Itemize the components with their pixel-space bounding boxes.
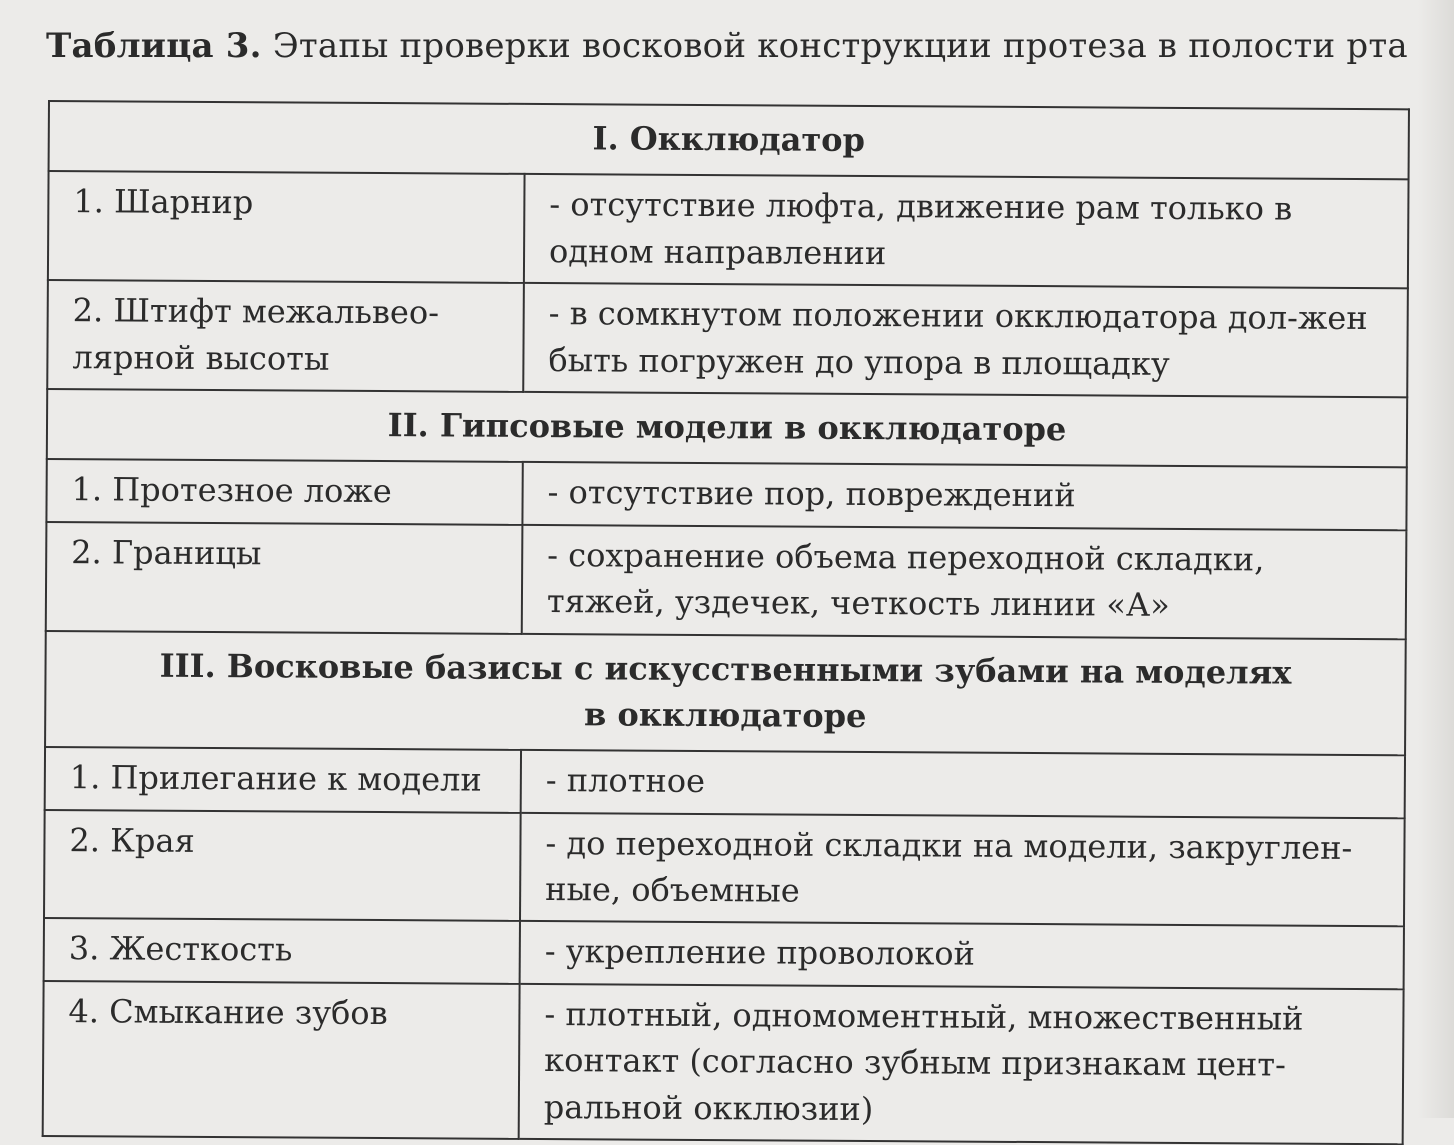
section-header-row — [47, 389, 1407, 468]
requirement-cell: - до переходной складки на модели, закруглен-ные, объемные — [520, 813, 1405, 927]
table-row — [44, 810, 1405, 927]
parameter-cell: 1. Прилегание к модели — [45, 747, 521, 812]
parameter-cell: 2. Края — [44, 810, 521, 922]
requirement-cell: - укрепление проволокой — [520, 921, 1404, 989]
parameter-cell: 2. Границы — [46, 522, 523, 634]
table-row — [43, 981, 1404, 1144]
table-row — [44, 918, 1404, 989]
parameter-cell: 1. Шарнир — [48, 171, 525, 283]
section-title-line-1: III. Восковые базисы с искусственными зубами на моделях — [159, 646, 1292, 692]
requirement-cell: - отсутствие люфта, движение рам только в одном направлении — [524, 174, 1409, 288]
table-row — [46, 522, 1407, 639]
requirement-cell: - сохранение объема переходной складки, тяжей, уздечек, четкость линии «А» — [522, 525, 1407, 639]
parameter-cell: 4. Смыкание зубов — [43, 981, 520, 1139]
table-row — [46, 459, 1406, 530]
page-edge — [1418, 0, 1454, 1118]
requirement-cell: - в сомкнутом положении окклюдатора дол-жен быть погружен до упора в площадку — [523, 283, 1408, 397]
caption-label: Таблица 3. — [46, 26, 262, 66]
table-row — [45, 747, 1405, 818]
requirement-cell: - плотный, одномоментный, множественный контакт (согласно зубным признакам цент-ральной окклюзии) — [519, 984, 1404, 1145]
parameter-cell: 3. Жесткость — [44, 918, 520, 983]
section-title-line-2: в окклюдаторе — [584, 695, 867, 735]
table-row — [48, 171, 1409, 288]
section-title — [45, 631, 1406, 756]
caption-text: Этапы проверки восковой конструкции протеза в полости рта — [272, 26, 1408, 66]
section-title: I. Окклюдатор — [49, 101, 1409, 180]
table-caption — [46, 26, 1408, 66]
table-row — [47, 280, 1408, 397]
section-header-row — [49, 101, 1409, 180]
parameter-cell: 2. Штифт межальвео-лярной высоты — [47, 280, 524, 392]
verification-table — [42, 100, 1410, 1145]
section-title: II. Гипсовые модели в окклюдаторе — [47, 389, 1407, 468]
requirement-cell: - отсутствие пор, повреждений — [522, 462, 1406, 530]
parameter-cell: 1. Протезное ложе — [46, 459, 522, 524]
section-header-row — [45, 631, 1406, 756]
requirement-cell: - плотное — [521, 750, 1405, 818]
